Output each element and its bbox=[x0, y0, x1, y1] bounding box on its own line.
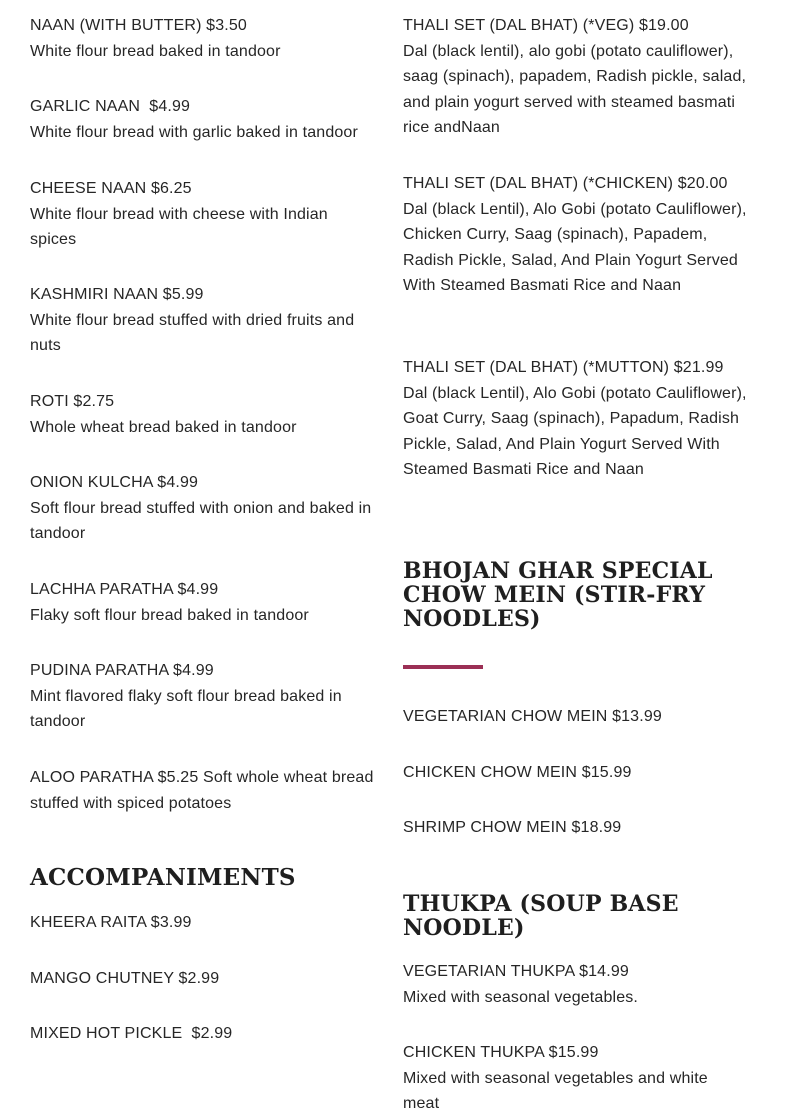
item-title: CHEESE NAAN $6.25 bbox=[30, 180, 192, 197]
item-title: MIXED HOT PICKLE $2.99 bbox=[30, 1025, 233, 1042]
item-description: Mixed with seasonal vegetables and white meat bbox=[403, 1069, 708, 1113]
section-divider bbox=[403, 665, 483, 669]
menu-item-aloo-paratha bbox=[30, 765, 388, 816]
menu-item-veg-thukpa bbox=[403, 959, 758, 1010]
item-description: White flour bread with cheese with Indian spices bbox=[30, 205, 328, 249]
menu-item-pudina-paratha bbox=[30, 658, 370, 735]
item-title: CHICKEN CHOW MEIN $15.99 bbox=[403, 764, 632, 781]
item-title: KHEERA RAITA $3.99 bbox=[30, 914, 192, 931]
item-description: Mint flavored flaky soft flour bread baked in tandoor bbox=[30, 687, 342, 731]
item-title: MANGO CHUTNEY $2.99 bbox=[30, 970, 220, 987]
item-description: Whole wheat bread baked in tandoor bbox=[30, 418, 297, 436]
item-title: VEGETARIAN CHOW MEIN $13.99 bbox=[403, 708, 662, 725]
item-title: PUDINA PARATHA $4.99 bbox=[30, 662, 214, 679]
item-title-and-description: ALOO PARATHA $5.25 Soft whole wheat bread stuffed with spiced potatoes bbox=[30, 769, 374, 812]
item-title: LACHHA PARATHA $4.99 bbox=[30, 581, 219, 598]
item-description: White flour bread baked in tandoor bbox=[30, 42, 281, 60]
item-description: Flaky soft flour bread baked in tandoor bbox=[30, 606, 309, 624]
item-title: ONION KULCHA $4.99 bbox=[30, 474, 199, 491]
item-description: Dal (black Lentil), Alo Gobi (potato Cauliflower), Goat Curry, Saag (spinach), Papadum, Radish Pickle, Salad, And Plain Yogurt Served With Steamed Basmati Rice and Naan bbox=[403, 384, 747, 479]
item-description: Dal (black lentil), alo gobi (potato cauliflower), saag (spinach), papadem, Radish pickle, salad, and plain yogurt served with steamed basmati rice andNaan bbox=[403, 42, 747, 137]
item-title: CHICKEN THUKPA $15.99 bbox=[403, 1044, 599, 1061]
menu-item-thali-chicken bbox=[403, 171, 758, 299]
item-title: VEGETARIAN THUKPA $14.99 bbox=[403, 963, 629, 980]
item-title: SHRIMP CHOW MEIN $18.99 bbox=[403, 819, 622, 836]
section-heading-accompaniments: ACCOMPANIMENTS bbox=[30, 864, 296, 891]
item-title: NAAN (WITH BUTTER) $3.50 bbox=[30, 17, 247, 34]
item-title: ROTI $2.75 bbox=[30, 393, 115, 410]
menu-item-chicken-thukpa bbox=[403, 1040, 733, 1117]
section-heading-chow-mein: BHOJAN GHAR SPECIAL CHOW MEIN (STIR-FRY NOODLES) bbox=[403, 558, 713, 632]
item-title: KASHMIRI NAAN $5.99 bbox=[30, 286, 204, 303]
menu-item-thali-mutton bbox=[403, 355, 758, 483]
item-description: Dal (black Lentil), Alo Gobi (potato Cauliflower), Chicken Curry, Saag (spinach), Papadem, Radish Pickle, Salad, And Plain Yogurt Served With Steamed Basmati Rice and Naan bbox=[403, 200, 747, 295]
item-title: GARLIC NAAN $4.99 bbox=[30, 98, 191, 115]
menu-item-mango-chutney bbox=[30, 966, 385, 992]
item-description: Mixed with seasonal vegetables. bbox=[403, 988, 639, 1006]
menu-item-lachha-paratha bbox=[30, 577, 385, 628]
menu-item-veg-chow-mein bbox=[403, 704, 758, 730]
menu-item-chicken-chow-mein bbox=[403, 760, 758, 786]
item-description: White flour bread stuffed with dried fruits and nuts bbox=[30, 311, 355, 355]
menu-item-cheese-naan bbox=[30, 176, 375, 253]
menu-item-garlic-naan bbox=[30, 94, 390, 145]
item-title: THALI SET (DAL BHAT) (*MUTTON) $21.99 bbox=[403, 359, 724, 376]
menu-item-thali-veg bbox=[403, 13, 758, 141]
menu-item-kashmiri-naan bbox=[30, 282, 380, 359]
section-heading-thukpa: THUKPA (SOUP BASE NOODLE) bbox=[403, 891, 679, 941]
item-title: THALI SET (DAL BHAT) (*VEG) $19.00 bbox=[403, 17, 689, 34]
item-description: Soft flour bread stuffed with onion and baked in tandoor bbox=[30, 499, 372, 543]
item-title: THALI SET (DAL BHAT) (*CHICKEN) $20.00 bbox=[403, 175, 728, 192]
menu-item-onion-kulcha bbox=[30, 470, 380, 547]
menu-item-roti bbox=[30, 389, 385, 440]
menu-item-kheera-raita bbox=[30, 910, 385, 936]
item-description: White flour bread with garlic baked in tandoor bbox=[30, 123, 358, 141]
menu-item-naan bbox=[30, 13, 390, 64]
menu-item-shrimp-chow-mein bbox=[403, 815, 758, 841]
menu-item-mixed-hot-pickle bbox=[30, 1021, 385, 1047]
